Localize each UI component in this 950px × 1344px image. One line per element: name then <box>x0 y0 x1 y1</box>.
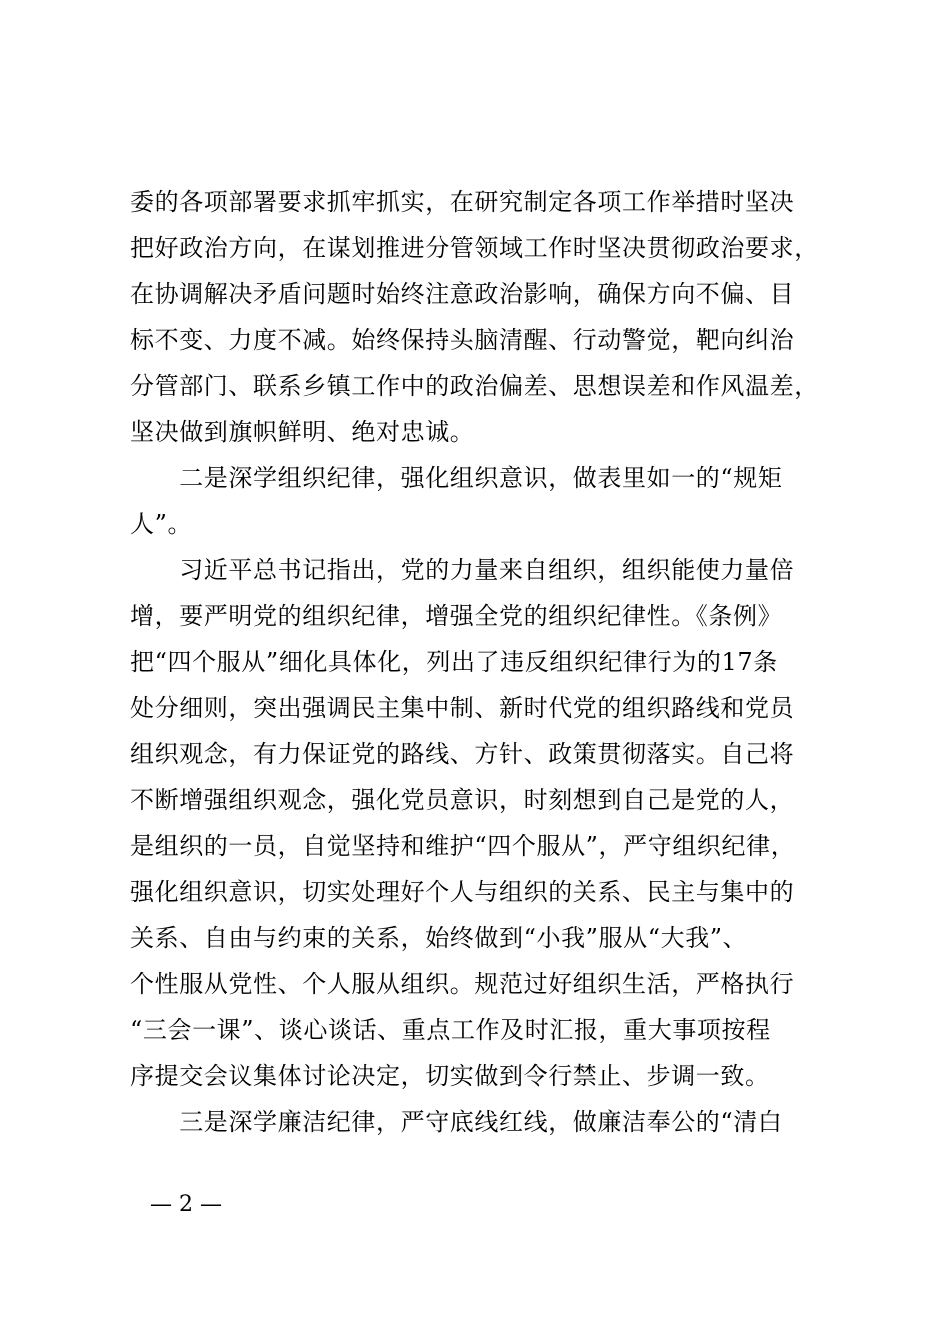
text-line-5: 分管部门、联系乡镇工作中的政治偏差、思想误差和作风温差， <box>130 372 819 400</box>
text-line-18: 个性服从党性、个人服从组织。规范过好组织生活，严格执行 <box>130 970 795 998</box>
text-line-20: 序提交会议集体讨论决定，切实做到令行禁止、步调一致。 <box>130 1062 770 1090</box>
text-line-2: 把好政治方向，在谋划推进分管领域工作时坚决贯彻政治要求， <box>130 234 819 262</box>
text-line-21: 三是深学廉洁纪律，严守底线红线，做廉洁奉公的“清白 <box>130 1108 783 1136</box>
text-line-16: 强化组织意识，切实处理好个人与组织的关系、民主与集中的 <box>130 878 795 906</box>
text-line-9: 习近平总书记指出，党的力量来自组织，组织能使力量倍 <box>130 556 795 584</box>
text-line-11: 把“四个服从”细化具体化，列出了违反组织纪律行为的17条 <box>130 648 778 676</box>
text-line-7: 二是深学组织纪律，强化组织意识，做表里如一的“规矩 <box>130 464 783 492</box>
text-line-4: 标不变、力度不减。始终保持头脑清醒、行动警觉，靶向纠治 <box>130 326 795 354</box>
text-line-17: 关系、自由与约束的关系，始终做到“小我”服从“大我”、 <box>130 924 748 952</box>
text-line-13: 组织观念，有力保证党的路线、方针、政策贯彻落实。自己将 <box>130 740 795 768</box>
text-line-3: 在协调解决矛盾问题时始终注意政治影响，确保方向不偏、目 <box>130 280 795 308</box>
text-line-14: 不断增强组织观念，强化党员意识，时刻想到自己是党的人， <box>130 786 795 814</box>
text-line-12: 处分细则，突出强调民主集中制、新时代党的组织路线和党员 <box>130 694 795 722</box>
text-line-15: 是组织的一员，自觉坚持和维护“四个服从”，严守组织纪律， <box>130 832 796 860</box>
text-line-19: “三会一课”、谈心谈话、重点工作及时汇报，重大事项按程 <box>130 1016 771 1044</box>
text-line-6: 坚决做到旗帜鲜明、绝对忠诚。 <box>130 418 475 446</box>
text-line-10: 增，要严明党的组织纪律，增强全党的组织纪律性。《条例》 <box>130 602 783 630</box>
text-line-1: 委的各项部署要求抓牢抓实，在研究制定各项工作举措时坚决 <box>130 188 795 216</box>
page-number: — 2 — <box>150 1192 222 1217</box>
text-line-8: 人”。 <box>130 510 193 538</box>
